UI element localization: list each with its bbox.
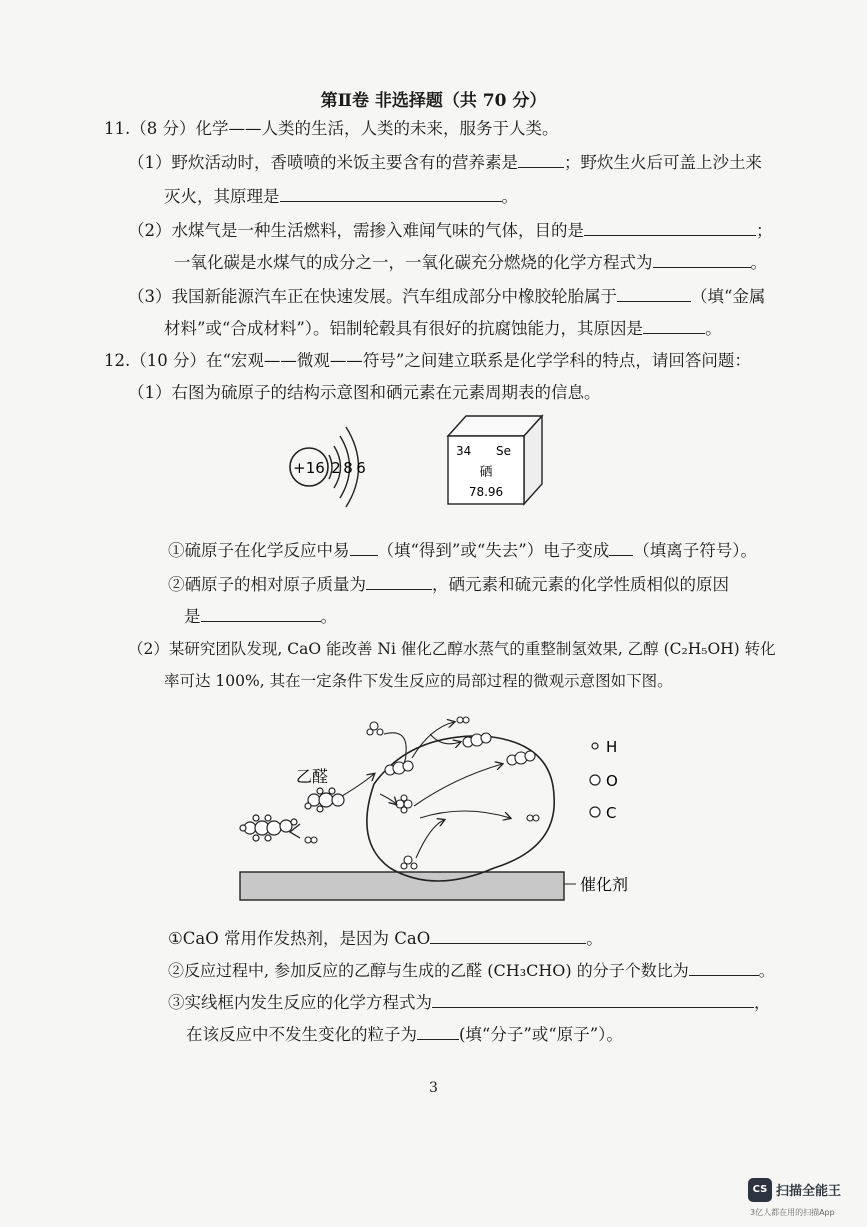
scanner-tagline: 3亿人都在用的扫描App	[750, 1208, 835, 1217]
q11-part1-cont	[164, 184, 518, 208]
legend-oxygen: O	[606, 772, 618, 790]
answer-blank[interactable]	[689, 958, 759, 976]
sulfur-atom-diagram	[285, 422, 375, 512]
answer-blank[interactable]	[653, 250, 751, 268]
answer-blank[interactable]	[617, 284, 691, 302]
q12-part2: （2）某研究团队发现, CaO 能改善 Ni 催化乙醇水蒸气的重整制氢效果, 乙醇 (C₂H₅OH) 转化	[128, 640, 776, 658]
scanner-logo-icon: CS	[748, 1178, 772, 1202]
page-number: 3	[429, 1080, 438, 1096]
q12-t3-text-a: ③实线框内发生反应的化学方程式为	[168, 993, 432, 1012]
q11-p3-text-a: （3）我国新能源汽车正在快速发展。汽车组成部分中橡胶轮胎属于	[128, 287, 617, 306]
shell-2-electrons: 8	[343, 459, 353, 477]
answer-blank[interactable]	[366, 572, 432, 590]
q12-s2-text-a: ②硒原子的相对原子质量为	[168, 575, 366, 594]
ethanol-molecule	[240, 815, 297, 841]
legend-hydrogen: H	[606, 738, 618, 756]
q12-sub3	[168, 926, 603, 950]
punctuation: 。	[758, 961, 775, 980]
q12-s1-text-b: （填“得到”或“失去”）电子变成	[377, 541, 610, 560]
answer-blank[interactable]	[430, 926, 586, 944]
atomic-number: 34	[456, 444, 472, 458]
q12-s1-text-c: （填离子符号）。	[633, 541, 757, 560]
q12-sub4	[168, 958, 775, 982]
punctuation: 。	[501, 187, 518, 206]
punctuation: ；	[756, 221, 773, 240]
answer-blank[interactable]	[609, 538, 633, 556]
answer-blank[interactable]	[643, 316, 705, 334]
q12-s2-text-b: ，硒元素和硫元素的化学性质相似的原因	[432, 575, 729, 594]
q11-p1-text-b: ；野炊生火后可盖上沙土来	[564, 153, 762, 172]
atomic-mass: 78.96	[468, 485, 504, 499]
q11-part3-cont	[164, 316, 722, 340]
answer-blank[interactable]	[432, 990, 754, 1008]
q12-part2-cont: 率可达 100%, 其在一定条件下发生反应的局部过程的微观示意图如下图。	[164, 672, 673, 690]
q11-stem: 11.（8 分）化学——人类的生活，人类的未来，服务于人类。	[104, 119, 559, 138]
q12-s2-text-c: 是	[184, 607, 201, 626]
q12-sub1	[168, 538, 757, 562]
punctuation: 。	[705, 319, 722, 338]
nucleus-charge: +16	[293, 459, 325, 477]
answer-blank[interactable]	[201, 604, 321, 622]
scanner-name: 扫描全能王	[776, 1184, 842, 1199]
co2-molecule	[463, 733, 491, 747]
element-symbol: Se	[496, 444, 511, 458]
acetaldehyde-molecule	[305, 788, 344, 812]
answer-blank[interactable]	[518, 150, 564, 168]
q12-sub2	[168, 572, 729, 596]
q12-sub5-cont	[186, 1022, 623, 1046]
answer-blank[interactable]	[280, 184, 502, 202]
q11-p1-text-c: 灭火，其原理是	[164, 187, 280, 206]
q11-part3	[128, 284, 765, 308]
q12-s1-text-a: ①硫原子在化学反应中易	[168, 541, 350, 560]
q11-part2	[128, 218, 773, 242]
q12-t2-text-a: ②反应过程中, 参加反应的乙醇与生成的乙醛 (CH₃CHO) 的分子个数比为	[168, 961, 689, 980]
catalyst-surface	[240, 872, 564, 900]
q12-t1-text-a: ①CaO 常用作发热剂，是因为 CaO	[168, 929, 431, 948]
legend-carbon: C	[606, 804, 617, 822]
scanner-watermark	[748, 1176, 860, 1220]
punctuation: 。	[586, 929, 603, 948]
q12-stem: 12.（10 分）在“宏观——微观——符号”之间建立联系是化学学科的特点，请回答问题：	[104, 351, 751, 370]
punctuation: 。	[320, 607, 337, 626]
q11-p2-text-a: （2）水煤气是一种生活燃料，需掺入难闻气味的气体，目的是	[128, 221, 584, 240]
q11-p3-text-b: （填“金属	[691, 287, 766, 306]
q11-p1-text-a: （1）野炊活动时，香喷喷的米饭主要含有的营养素是	[128, 153, 518, 172]
shell-1-electrons: 2	[331, 459, 341, 477]
punctuation: 。	[750, 253, 767, 272]
q11-part2-cont	[174, 250, 767, 274]
legend	[590, 743, 600, 817]
hydrogen-molecule	[305, 837, 317, 843]
selenium-element-cell	[446, 414, 544, 506]
answer-blank[interactable]	[350, 538, 378, 556]
q12-sub5	[168, 990, 771, 1014]
q12-t4-text-b: (填“分子”或“原子”）。	[459, 1025, 623, 1044]
q12-sub2-cont	[184, 604, 337, 628]
q11-p2-text-c: 一氧化碳是水煤气的成分之一，一氧化碳充分燃烧的化学方程式为	[174, 253, 653, 272]
reaction-micro-diagram	[234, 708, 654, 908]
q11-p3-text-c: 材料”或“合成材料”）。铝制轮毂具有很好的抗腐蚀能力，其原因是	[164, 319, 644, 338]
aldehyde-label: 乙醛	[296, 767, 329, 786]
q11-part1	[128, 150, 762, 174]
punctuation: ，	[754, 993, 771, 1012]
answer-blank[interactable]	[417, 1022, 459, 1040]
element-name: 硒	[479, 465, 493, 480]
q12-part1-intro: （1）右图为硫原子的结构示意图和硒元素在元素周期表的信息。	[128, 383, 601, 402]
catalyst-label: 催化剂	[580, 875, 629, 894]
section-title: 第Ⅱ卷 非选择题（共 70 分）	[320, 91, 547, 111]
q12-t4-text-a: 在该反应中不发生变化的粒子为	[186, 1025, 417, 1044]
water-molecule	[367, 722, 383, 735]
shell-3-electrons: 6	[356, 459, 366, 477]
answer-blank[interactable]	[584, 218, 756, 236]
